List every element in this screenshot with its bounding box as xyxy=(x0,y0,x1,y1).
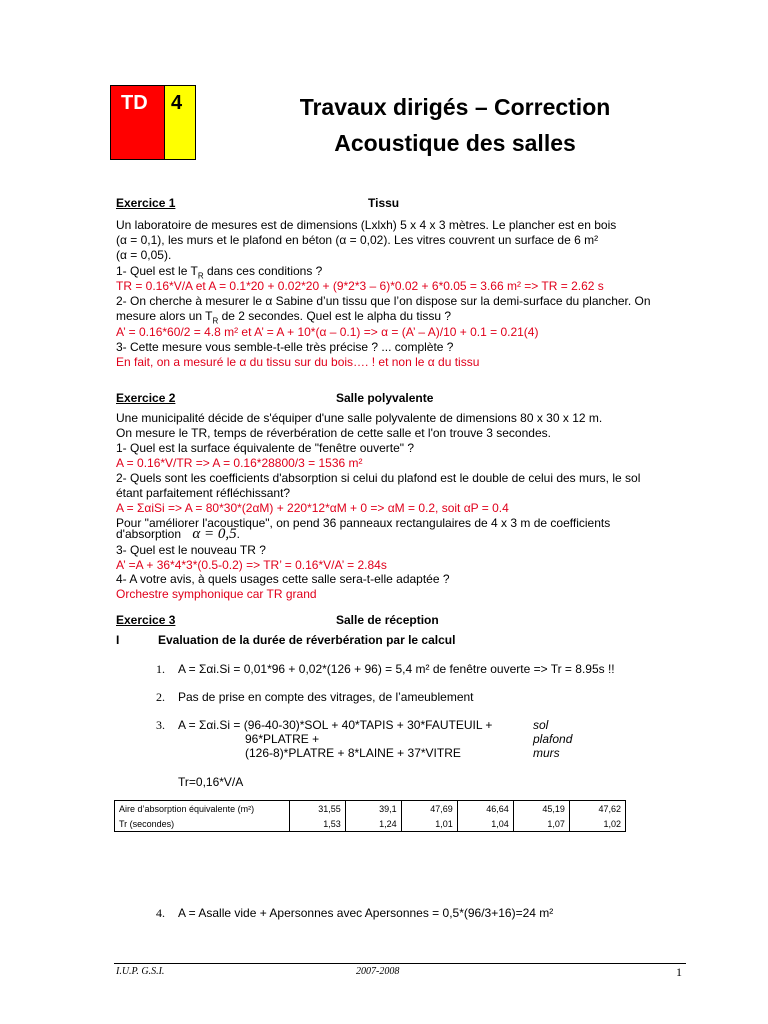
item-3-line-c: (126-8)*PLATRE + 8*LAINE + 37*VITRE xyxy=(245,746,461,760)
row-label-tr: Tr (secondes) xyxy=(115,816,290,832)
table-cell: 1,02 xyxy=(569,816,625,832)
page-number: 1 xyxy=(676,965,682,979)
exercise-3-heading: Exercice 3 xyxy=(116,613,176,627)
exercise-2-subject: Salle polyvalente xyxy=(336,391,434,405)
exercise-3-subject: Salle de réception xyxy=(336,613,439,627)
ex2-question-2a: 2- Quels sont les coefficients d'absorption si celui du plafond est le double de celui des murs, le sol xyxy=(116,471,641,485)
item-2-number: 2. xyxy=(156,690,165,704)
ex1-line-1: Un laboratoire de mesures est de dimensions (Lxlxh) 5 x 4 x 3 mètres. Le plancher est en bois xyxy=(116,218,617,232)
part-1-title: Evaluation de la durée de réverbération par le calcul xyxy=(158,633,456,647)
item-1-text: A = Σαi.Si = 0,01*96 + 0,02*(126 + 96) = 5,4 m² de fenêtre ouverte => Tr = 8.95s !! xyxy=(178,662,615,676)
item-3-note-murs: murs xyxy=(533,746,560,760)
ex1-line-2: (α = 0,1), les murs et le plafond en béton (α = 0,02). Les vitres couvrent un surface de 6 m² xyxy=(116,233,599,247)
item-3-number: 3. xyxy=(156,718,165,732)
table-cell: 47,69 xyxy=(401,801,457,817)
table-cell: 45,19 xyxy=(513,801,569,817)
ex2-answer-3: A’ =A + 36*4*3*(0.5-0.2) => TR’ = 0.16*V/A’ = 2.84s xyxy=(116,558,387,572)
results-table xyxy=(114,800,626,832)
footer-institution: I.U.P. G.S.I. xyxy=(116,966,165,977)
ex2-line-2: On mesure le TR, temps de réverbération de cette salle et l'on trouve 3 secondes. xyxy=(116,426,551,440)
ex2-question-1: 1- Quel est la surface équivalente de "fenêtre ouverte" ? xyxy=(116,441,415,455)
item-3-note-plafond: plafond xyxy=(533,732,573,746)
exercise-1-heading: Exercice 1 xyxy=(116,196,176,210)
ex1-question-3: 3- Cette mesure vous semble-t-elle très précise ? ... complète ? xyxy=(116,340,454,354)
part-1-number: I xyxy=(116,633,120,647)
ex1-q1-text-end: dans ces conditions ? xyxy=(203,264,323,278)
ex1-q2-text-end: de 2 secondes. Quel est le alpha du tissu ? xyxy=(218,309,452,323)
table-cell: 1,07 xyxy=(513,816,569,832)
table-cell: 1,01 xyxy=(401,816,457,832)
alpha-formula: α = 0,5 xyxy=(192,526,237,542)
td-number: 4 xyxy=(164,86,195,159)
item-2-text: Pas de prise en compte des vitrages, de l’ameublement xyxy=(178,690,474,704)
table-cell: 1,53 xyxy=(289,816,345,832)
table-row xyxy=(115,816,626,832)
ex1-q2-sub: R xyxy=(212,316,219,326)
item-4-text: A = Asalle vide + Apersonnes avec Apersonnes = 0,5*(96/3+16)=24 m² xyxy=(178,906,554,920)
ex2-answer-2: A = ΣαiSi => A = 80*30*(2αM) + 220*12*αM + 0 => αM = 0.2, soit αP = 0.4 xyxy=(116,501,509,515)
ex2-line-6: Pour "améliorer l'acoustique", on pend 36 panneaux rectangulaires de 4 x 3 m de coefficients xyxy=(116,516,611,530)
td-badge xyxy=(110,85,196,160)
ex1-q1-sub: R xyxy=(197,271,204,281)
item-3-line-b: 96*PLATRE + xyxy=(245,732,320,746)
tr-formula: Tr=0,16*V/A xyxy=(178,775,244,789)
page-subtitle: Acoustique des salles xyxy=(334,130,576,156)
ex1-q1-text: 1- Quel est le T xyxy=(116,264,198,278)
ex2-line-7-text: d'absorption xyxy=(116,527,182,541)
ex2-question-4: 4- A votre avis, à quels usages cette salle sera-t-elle adaptée ? xyxy=(116,572,450,586)
ex1-answer-2: A’ = 0.16*60/2 = 4.8 m² et A’ = A + 10*(α – 0.1) => α = (A’ – A)/10 + 0.1 = 0.21(4) xyxy=(116,325,539,339)
item-1-number: 1. xyxy=(156,662,165,676)
table-cell: 31,55 xyxy=(289,801,345,817)
ex2-question-2b: étant parfaitement réfléchissant? xyxy=(116,486,291,500)
table-cell: 1,04 xyxy=(457,816,513,832)
ex2-line-7-end: . xyxy=(236,527,240,541)
table-cell: 47,62 xyxy=(569,801,625,817)
item-4-number: 4. xyxy=(156,906,165,920)
td-label: TD xyxy=(111,86,164,159)
exercise-2-heading: Exercice 2 xyxy=(116,391,176,405)
ex2-answer-1: A = 0.16*V/TR => A = 0.16*28800/3 = 1536 m² xyxy=(116,456,363,470)
ex1-answer-3: En fait, on a mesuré le α du tissu sur du bois…. ! et non le α du tissu xyxy=(116,355,480,369)
table-row xyxy=(115,801,626,817)
ex1-line-3: (α = 0,05). xyxy=(116,248,172,262)
ex2-line-7 xyxy=(116,525,240,543)
item-3-note-sol: sol xyxy=(533,718,549,732)
ex1-question-2a: 2- On cherche à mesurer le α Sabine d’un tissu que l’on dispose sur la demi-surface du plancher. On xyxy=(116,294,651,308)
item-3-line-a: A = Σαi.Si = (96-40-30)*SOL + 40*TAPIS + 30*FAUTEUIL + xyxy=(178,718,493,732)
exercise-1-subject: Tissu xyxy=(368,196,400,210)
ex1-q2-text: mesure alors un T xyxy=(116,309,213,323)
table-cell: 1,24 xyxy=(345,816,401,832)
ex2-answer-4: Orchestre symphonique car TR grand xyxy=(116,587,317,601)
footer-divider xyxy=(114,963,686,964)
table-cell: 46,64 xyxy=(457,801,513,817)
table-cell: 39,1 xyxy=(345,801,401,817)
ex2-line-1: Une municipalité décide de s'équiper d'une salle polyvalente de dimensions 80 x 30 x 12 m. xyxy=(116,411,603,425)
footer-year: 2007-2008 xyxy=(356,966,400,977)
page-title: Travaux dirigés – Correction xyxy=(299,94,611,120)
row-label-absorption: Aire d’absorption équivalente (m²) xyxy=(115,801,290,817)
ex2-question-3: 3- Quel est le nouveau TR ? xyxy=(116,543,266,557)
ex1-answer-1: TR = 0.16*V/A et A = 0.1*20 + 0.02*20 + (9*2*3 – 6)*0.02 + 6*0.05 = 3.66 m² => TR = 2.62 s xyxy=(116,279,604,293)
